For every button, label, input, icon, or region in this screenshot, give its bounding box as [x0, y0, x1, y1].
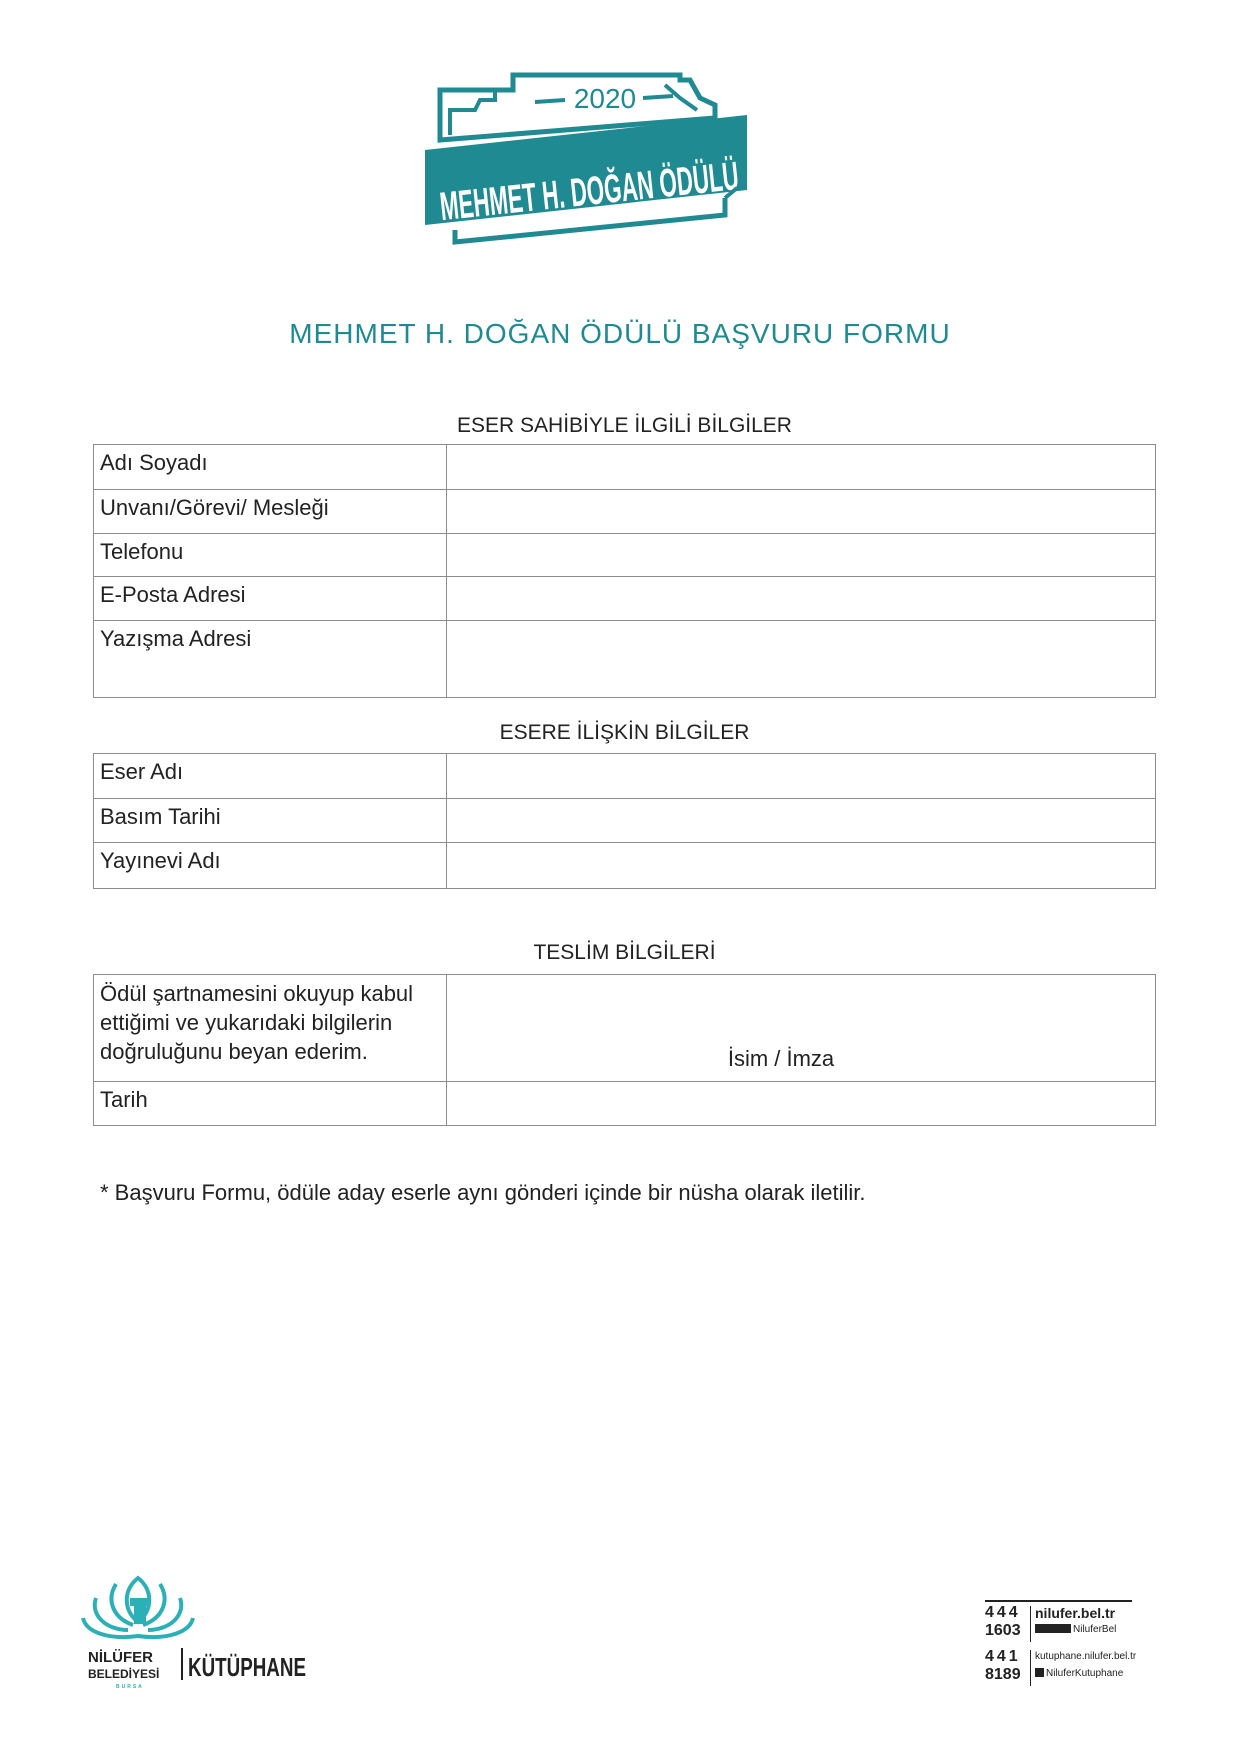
table-row [94, 445, 1156, 490]
org-city: BURSA [116, 1684, 144, 1690]
phone-part: 8189 [985, 1666, 1021, 1683]
website-link[interactable]: nilufer.bel.tr [1035, 1605, 1116, 1621]
website-link[interactable]: kutuphane.nilufer.bel.tr [1035, 1651, 1137, 1662]
award-logo [425, 70, 978, 280]
field-label: Eser Adı [94, 754, 447, 799]
work-info-table [93, 753, 1156, 889]
nilufer-library-logo [78, 1570, 338, 1690]
table-row [94, 754, 1156, 799]
address-input-cell[interactable] [447, 621, 1156, 698]
print-date-input-cell[interactable] [447, 799, 1156, 843]
table-row [94, 1082, 1156, 1126]
date-input-cell[interactable] [447, 1082, 1156, 1126]
work-name-input-cell[interactable] [447, 754, 1156, 799]
field-label: E-Posta Adresi [94, 577, 447, 621]
section-title-submission: TESLİM BİLGİLERİ [533, 941, 716, 964]
field-label: Basım Tarihi [94, 799, 447, 843]
contact-row-municipality [985, 1604, 1135, 1644]
social-handle-text: NiluferKutuphane [1046, 1668, 1124, 1679]
phone-input-cell[interactable] [447, 534, 1156, 577]
contact-info [985, 1600, 1135, 1690]
field-label: Adı Soyadı [94, 445, 447, 490]
field-label: Telefonu [94, 534, 447, 577]
facebook-icon [1035, 1668, 1044, 1677]
table-row [94, 799, 1156, 843]
title-input-cell[interactable] [447, 490, 1156, 534]
section-title-author: ESER SAHİBİYLE İLGİLİ BİLGİLER [457, 414, 792, 437]
field-label: Unvanı/Görevi/ Mesleği [94, 490, 447, 534]
org-name-line2: BELEDİYESİ [88, 1667, 160, 1681]
submission-info-table [93, 974, 1156, 1126]
logo-award-name: MEHMET H. DOĞAN ÖDÜLÜ [437, 129, 978, 230]
signature-label: İsim / İmza [727, 1046, 835, 1071]
separator [1030, 1650, 1031, 1686]
separator [1030, 1606, 1031, 1642]
org-name-line1: NİLÜFER [88, 1649, 153, 1666]
field-label: Tarih [94, 1082, 447, 1126]
social-icons [1035, 1624, 1071, 1633]
section-title-work: ESERE İLİŞKİN BİLGİLER [499, 721, 750, 744]
field-label: Yazışma Adresi [94, 621, 447, 698]
phone-part: 1603 [985, 1622, 1021, 1639]
author-info-table [93, 444, 1156, 698]
social-handle[interactable] [1035, 1624, 1116, 1635]
table-row [94, 577, 1156, 621]
contact-divider [985, 1600, 1132, 1602]
table-row [94, 534, 1156, 577]
phone-number [985, 1604, 1027, 1640]
table-row [94, 621, 1156, 698]
phone-part: 444 [985, 1604, 1021, 1621]
contact-row-library [985, 1648, 1135, 1688]
phone-number [985, 1648, 1027, 1684]
name-input-cell[interactable] [447, 445, 1156, 490]
logo-year: 2020 [573, 83, 637, 114]
social-handle[interactable] [1035, 1668, 1123, 1679]
table-row [94, 490, 1156, 534]
phone-part: 441 [985, 1648, 1021, 1665]
signature-cell[interactable] [447, 975, 1156, 1082]
library-name: KÜTÜPHANE [188, 1652, 306, 1682]
social-handle-text: NiluferBel [1073, 1624, 1117, 1635]
publisher-input-cell[interactable] [447, 843, 1156, 889]
footnote: * Başvuru Formu, ödüle aday eserle aynı gönderi içinde bir nüsha olarak iletilir. [100, 1180, 866, 1205]
table-row [94, 843, 1156, 889]
email-input-cell[interactable] [447, 577, 1156, 621]
declaration-text: Ödül şartnamesini okuyup kabul ettiğimi ve yukarıdaki bilgilerin doğruluğunu beyan ederim. [94, 975, 447, 1082]
field-label: Yayınevi Adı [94, 843, 447, 889]
form-title: MEHMET H. DOĞAN ÖDÜLÜ BAŞVURU FORMU [289, 318, 951, 349]
table-row [94, 975, 1156, 1082]
